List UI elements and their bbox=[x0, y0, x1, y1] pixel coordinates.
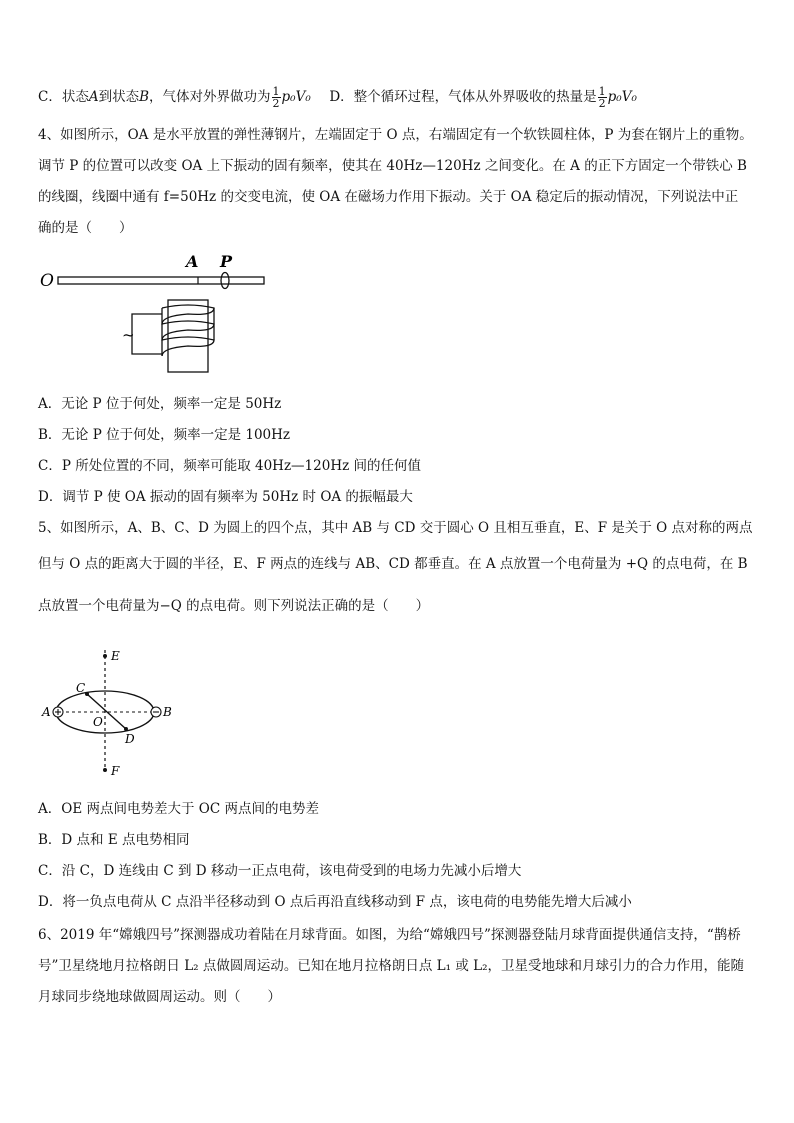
q5-label-f: F bbox=[111, 764, 120, 778]
q5-label-d: D bbox=[125, 732, 135, 746]
q5-label-c: C bbox=[76, 681, 86, 695]
q5-point-c bbox=[85, 692, 89, 696]
q5-point-d bbox=[124, 727, 128, 731]
q4-iron-core-b bbox=[168, 300, 208, 372]
q6-stem-line1: 6、2019 年“嫦娥四号”探测器成功着陆在月球背面。如图，为给“嫦娥四号”探测器登陆月球背面提供通信支持，“鹊桥 bbox=[38, 927, 741, 943]
q3-option-d-fraction: $\frac{1}{2}$ bbox=[598, 85, 606, 110]
q4-label-p: P bbox=[220, 252, 233, 271]
q4-stem-line1: 4、如图所示，OA 是水平放置的弹性薄钢片，左端固定于 O 点，右端固定有一个软铁圆柱体，P 为套在钢片上的重物。 bbox=[38, 127, 753, 143]
q4-stem-line4: 确的是（ ） bbox=[38, 220, 133, 236]
q5-option-b: B．D 点和 E 点电势相同 bbox=[38, 832, 190, 848]
q3-option-d-text: D．整个循环过程，气体从外界吸收的热量是 bbox=[329, 89, 597, 105]
q4-steel-strip bbox=[58, 277, 264, 284]
q4-option-c: C．P 所处位置的不同，频率可能取 40Hz—120Hz 间的任何值 bbox=[38, 458, 422, 474]
q4-ac-source-label: ~ bbox=[122, 326, 135, 344]
q5-stem-line2: 但与 O 点的距离大于圆的半径，E、F 两点的连线与 AB、CD 都垂直。在 A 点放置一个电荷量为 +Q 的点电荷，在 B bbox=[38, 556, 748, 572]
q5-figure bbox=[34, 642, 194, 782]
q3-option-c-prefix: C．状态 bbox=[38, 89, 89, 105]
q4-option-d: D．调节 P 使 OA 振动的固有频率为 50Hz 时 OA 的振幅最大 bbox=[38, 489, 413, 505]
q4-label-o: O bbox=[40, 271, 54, 291]
q3-option-c-suffix: ，气体对外界做功为 bbox=[149, 89, 271, 105]
q5-label-e: E bbox=[111, 649, 120, 663]
q5-label-o: O bbox=[93, 715, 103, 729]
q5-label-b: B bbox=[163, 705, 172, 719]
q3-option-c-state-b: B bbox=[139, 89, 150, 105]
q3-options-row bbox=[38, 84, 758, 110]
q4-coil bbox=[162, 305, 214, 356]
q3-option-c-expression: p₀V₀ bbox=[281, 89, 311, 105]
q4-option-b: B．无论 P 位于何处，频率一定是 100Hz bbox=[38, 427, 291, 443]
q5-option-a: A．OE 两点间电势差大于 OC 两点间的电势差 bbox=[38, 801, 319, 817]
q5-stem-line1: 5、如图所示，A、B、C、D 为圆上的四个点，其中 AB 与 CD 交于圆心 O 且相互垂直，E、F 是关于 O 点对称的两点 bbox=[38, 520, 753, 536]
q4-weight-p bbox=[221, 273, 229, 289]
q5-point-e bbox=[103, 654, 107, 658]
q3-option-d-expression: p₀V₀ bbox=[607, 89, 637, 105]
q4-label-a: A bbox=[186, 252, 199, 271]
q5-option-c: C．沿 C，D 连线由 C 到 D 移动一正点电荷，该电荷受到的电场力先减小后增大 bbox=[38, 863, 522, 879]
q3-option-c-mid: 到状态 bbox=[98, 89, 140, 105]
q4-figure bbox=[36, 250, 276, 375]
q5-point-f bbox=[103, 768, 107, 772]
q3-option-c-fraction: $\frac{1}{2}$ bbox=[272, 85, 280, 110]
q6-stem-line2: 号”卫星绕地月拉格朗日 L₂ 点做圆周运动。已知在地月拉格朗日点 L₁ 或 L₂，卫星受地球和月球引力的合力作用，能随 bbox=[38, 958, 744, 974]
q3-option-c-state-a: A bbox=[88, 89, 99, 105]
q4-coil-leads bbox=[132, 314, 162, 354]
q4-stem-line3: 的线圈，线圈中通有 f=50Hz 的交变电流，使 OA 在磁场力作用下振动。关于 OA 稳定后的振动情况，下列说法中正 bbox=[38, 189, 739, 205]
q5-option-d: D．将一负点电荷从 C 点沿半径移动到 O 点后再沿直线移动到 F 点，该电荷的电势能先增大后减小 bbox=[38, 894, 632, 910]
q4-stem-line2: 调节 P 的位置可以改变 OA 上下振动的固有频率，使其在 40Hz—120Hz 之间变化。在 A 的正下方固定一个带铁心 B bbox=[38, 158, 747, 174]
q4-option-a: A．无论 P 位于何处，频率一定是 50Hz bbox=[38, 396, 282, 412]
q6-stem-line3: 月球同步绕地球做圆周运动。则（ ） bbox=[38, 989, 281, 1005]
q5-stem-line3: 点放置一个电荷量为−Q 的点电荷。则下列说法正确的是（ ） bbox=[38, 598, 430, 614]
q5-label-a: A bbox=[42, 705, 51, 719]
